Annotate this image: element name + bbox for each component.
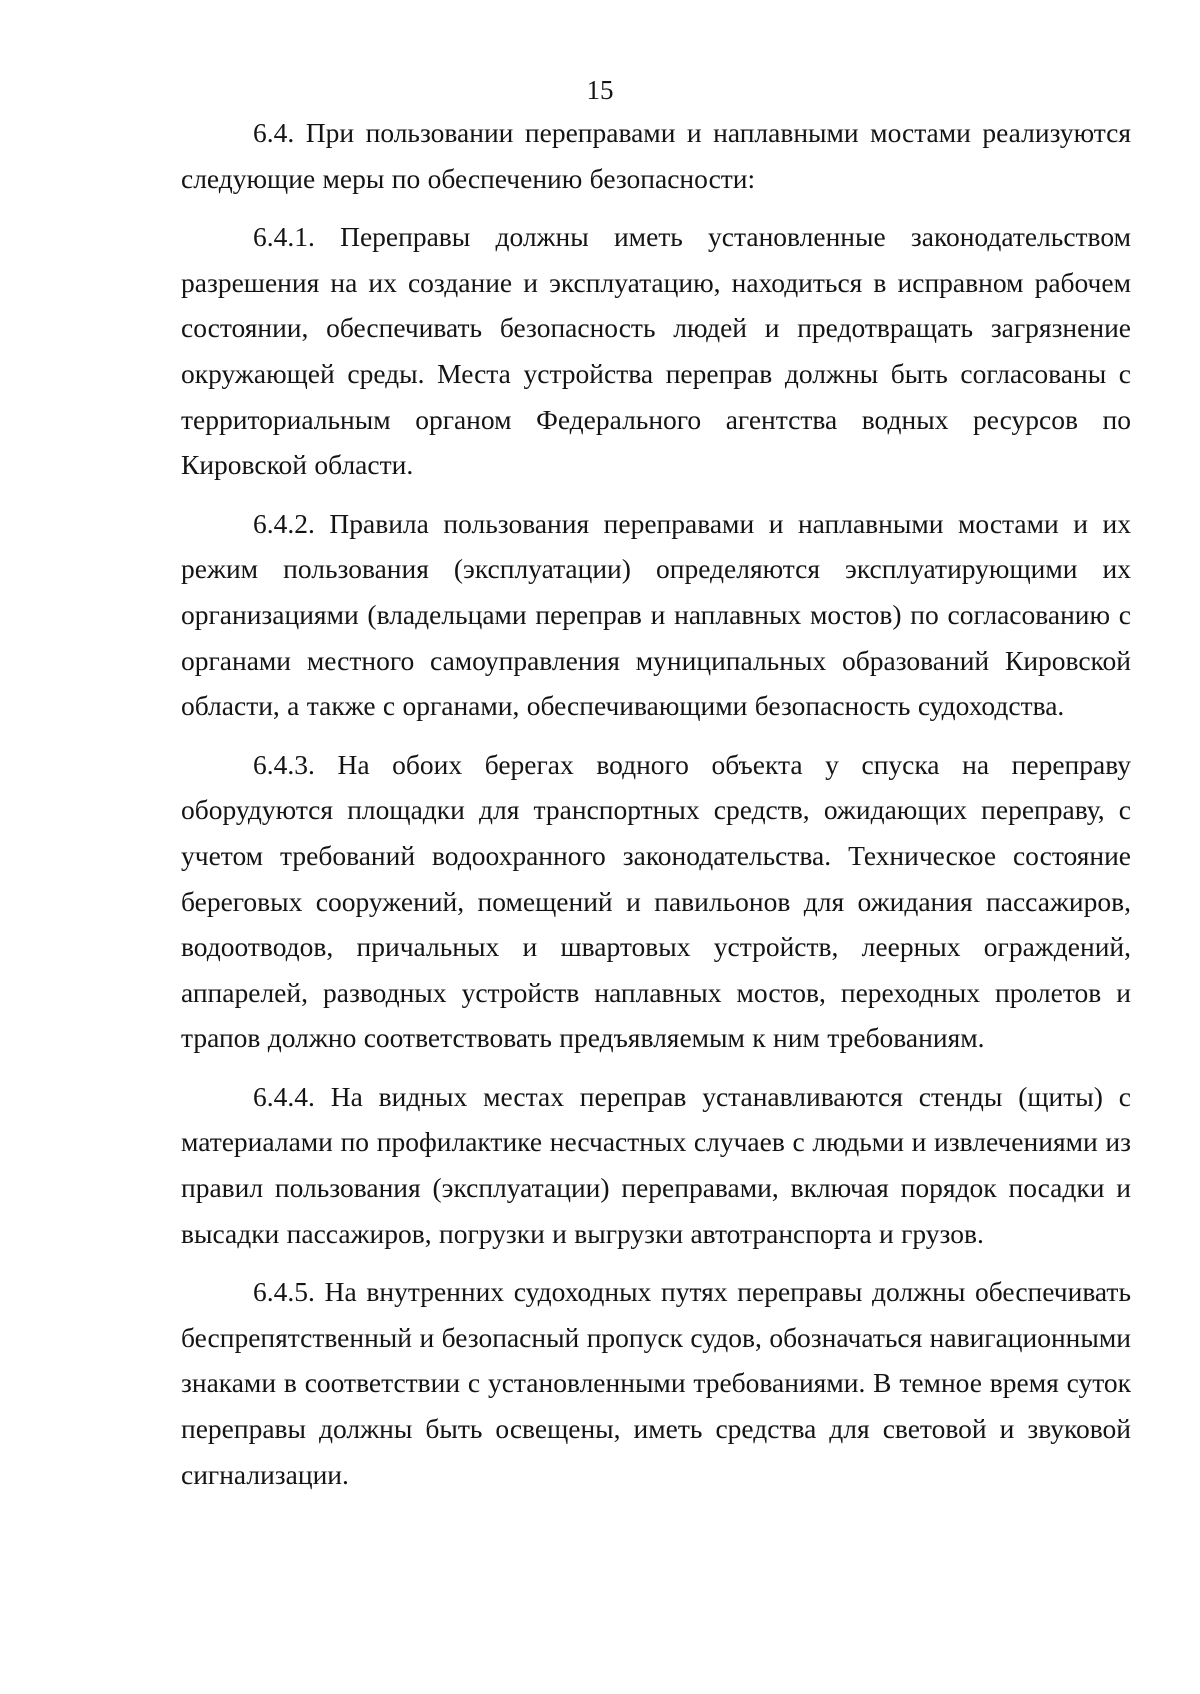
paragraph-6-4-2: 6.4.2. Правила пользования переправами и наплавными мостами и их режим пользования (эксплуатации) определяются эксплуатирующими их организациями (владельцами переправ и наплавных мостов) по согласованию с органами местного самоуправления муниципальных образований Кировской области, а также с органами, обеспечивающими безопасность судоходства. bbox=[181, 507, 1131, 722]
paragraph-6-4-5: 6.4.5. На внутренних судоходных путях переправы должны обеспечивать беспрепятственный и безопасный пропуск судов, обозначаться навигационными знаками в соответствии с установленными требованиями. В темное время суток переправы должны быть освещены, иметь средства для световой и звуковой сигнализации. bbox=[181, 1276, 1131, 1490]
paragraph-6-4-1: 6.4.1. Переправы должны иметь установленные законодательством разрешения на их создание и эксплуатацию, находиться в исправном рабочем состоянии, обеспечивать безопасность людей и предотвращать загрязнение окружающей среды. Места устройства переправ должны быть согласованы с территориальным органом Федерального агентства водных ресурсов по Кировской области. bbox=[181, 221, 1131, 481]
paragraph-6-4-4: 6.4.4. На видных местах переправ устанавливаются стенды (щиты) с материалами по профилактике несчастных случаев с людьми и извлечениями из правил пользования (эксплуатации) переправами, включая порядок посадки и высадки пассажиров, погрузки и выгрузки автотранспорта и грузов. bbox=[181, 1080, 1131, 1249]
page-number: 15 bbox=[586, 75, 614, 105]
paragraph-6-4: 6.4. При пользовании переправами и наплавными мостами реализуются следующие меры по обеспечению безопасности: bbox=[181, 117, 1131, 194]
document-body bbox=[181, 110, 1131, 1510]
paragraph-6-4-3: 6.4.3. На обоих берегах водного объекта у спуска на переправу оборудуются площадки для транспортных средств, ожидающих переправу, с учетом требований водоохранного законодательства. Техническое состояние береговых сооружений, помещений и павильонов для ожидания пассажиров, водоотводов, причальных и швартовых устройств, леерных ограждений, аппарелей, разводных устройств наплавных мостов, переходных пролетов и трапов должно соответствовать предъявляемым к ним требованиям. bbox=[181, 748, 1131, 1054]
